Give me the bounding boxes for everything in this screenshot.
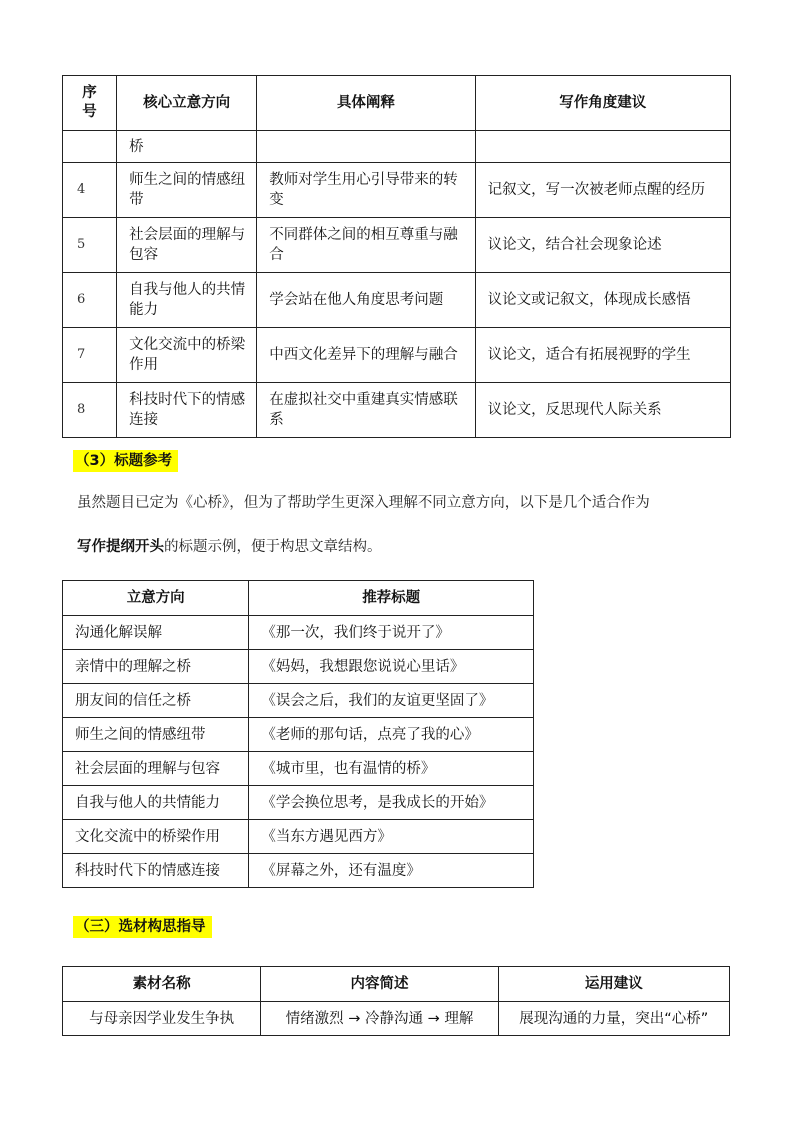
row-title: 《妈妈，我想跟您说说心里话》 <box>249 650 534 684</box>
row-advice: 议论文，适合有拓展视野的学生 <box>475 328 730 383</box>
row-explain: 教师对学生用心引导带来的转变 <box>257 163 475 218</box>
row-direction: 沟通化解误解 <box>63 616 249 650</box>
table-row <box>63 1002 730 1036</box>
row-index: 6 <box>63 273 117 328</box>
table-row <box>63 854 534 888</box>
header-direction: 核心立意方向 <box>117 76 257 131</box>
row-name: 与母亲因学业发生争执 <box>63 1002 261 1036</box>
row-advice: 展现沟通的力量，突出“心桥” <box>498 1002 729 1036</box>
table-row <box>63 273 731 328</box>
row-direction: 自我与他人的共情能力 <box>117 273 257 328</box>
row-index: 7 <box>63 328 117 383</box>
row-explain: 在虚拟社交中重建真实情感联系 <box>257 383 475 438</box>
table-row <box>63 328 731 383</box>
row-title: 《当东方遇见西方》 <box>249 820 534 854</box>
row-summary: 情绪激烈 → 冷静沟通 → 理解 <box>261 1002 498 1036</box>
row-direction: 科技时代下的情感连接 <box>117 383 257 438</box>
material-table <box>62 966 730 1036</box>
row-title: 《屏幕之外，还有温度》 <box>249 854 534 888</box>
header-explain: 具体阐释 <box>257 76 475 131</box>
section-label-titles: （3）标题参考 <box>73 450 178 472</box>
table-header-row <box>63 581 534 616</box>
header-advice: 运用建议 <box>498 967 729 1002</box>
header-direction: 立意方向 <box>63 581 249 616</box>
row-explain: 中西文化差异下的理解与融合 <box>257 328 475 383</box>
row-direction: 文化交流中的桥梁作用 <box>63 820 249 854</box>
row-direction: 社会层面的理解与包容 <box>63 752 249 786</box>
row-direction: 师生之间的情感纽带 <box>117 163 257 218</box>
table-row <box>63 718 534 752</box>
row-direction: 科技时代下的情感连接 <box>63 854 249 888</box>
row-direction: 桥 <box>117 131 257 163</box>
row-advice: 议论文，反思现代人际关系 <box>475 383 730 438</box>
row-advice: 议论文，结合社会现象论述 <box>475 218 730 273</box>
table-row <box>63 218 731 273</box>
header-name: 素材名称 <box>63 967 261 1002</box>
table-row <box>63 786 534 820</box>
table-row <box>63 820 534 854</box>
row-direction: 自我与他人的共情能力 <box>63 786 249 820</box>
row-direction: 文化交流中的桥梁作用 <box>117 328 257 383</box>
table-row <box>63 650 534 684</box>
row-explain: 学会站在他人角度思考问题 <box>257 273 475 328</box>
table-row <box>63 163 731 218</box>
table-row <box>63 752 534 786</box>
row-title: 《那一次，我们终于说开了》 <box>249 616 534 650</box>
table-row <box>63 616 534 650</box>
table-row <box>63 131 731 163</box>
row-advice: 记叙文，写一次被老师点醒的经历 <box>475 163 730 218</box>
intro-paragraph-line1: 虽然题目已定为《心桥》，但为了帮助学生更深入理解不同立意方向，以下是几个适合作为 <box>77 495 650 511</box>
row-title: 《老师的那句话，点亮了我的心》 <box>249 718 534 752</box>
header-summary: 内容简述 <box>261 967 498 1002</box>
row-advice <box>475 131 730 163</box>
table-header-row <box>63 76 731 131</box>
row-explain: 不同群体之间的相互尊重与融合 <box>257 218 475 273</box>
row-advice: 议论文或记叙文，体现成长感悟 <box>475 273 730 328</box>
row-direction: 亲情中的理解之桥 <box>63 650 249 684</box>
row-direction: 社会层面的理解与包容 <box>117 218 257 273</box>
row-index: 5 <box>63 218 117 273</box>
table-row <box>63 383 731 438</box>
row-explain <box>257 131 475 163</box>
row-title: 《城市里，也有温情的桥》 <box>249 752 534 786</box>
intro-paragraph-line2 <box>77 536 382 558</box>
table-row <box>63 684 534 718</box>
header-title: 推荐标题 <box>249 581 534 616</box>
para-rest: 的标题示例，便于构思文章结构。 <box>164 539 382 555</box>
header-advice: 写作角度建议 <box>475 76 730 131</box>
row-title: 《误会之后，我们的友谊更坚固了》 <box>249 684 534 718</box>
bold-phrase: 写作提纲开头 <box>77 539 164 555</box>
section-label-material: （三）选材构思指导 <box>73 916 212 938</box>
row-index: 8 <box>63 383 117 438</box>
row-title: 《学会换位思考，是我成长的开始》 <box>249 786 534 820</box>
row-index: 4 <box>63 163 117 218</box>
header-index: 序号 <box>63 76 117 131</box>
table-header-row <box>63 967 730 1002</box>
direction-table <box>62 75 731 438</box>
row-index <box>63 131 117 163</box>
title-reference-table <box>62 580 534 888</box>
row-direction: 师生之间的情感纽带 <box>63 718 249 752</box>
row-direction: 朋友间的信任之桥 <box>63 684 249 718</box>
